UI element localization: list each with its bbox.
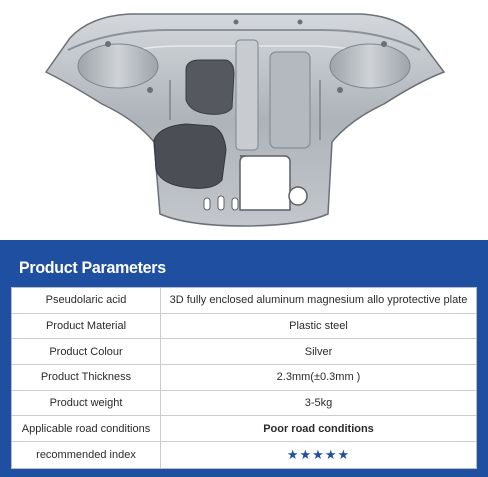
row-label: recommended index (12, 442, 161, 468)
table-row (12, 416, 476, 442)
table-row (12, 365, 476, 391)
row-value: 3-5kg (304, 397, 333, 410)
table-row (12, 314, 476, 340)
row-value: Plastic steel (289, 320, 348, 333)
row-label: Product Material (12, 314, 161, 339)
star-rating: ★★★★★ (286, 446, 351, 462)
table-row (12, 288, 476, 314)
row-label: Product weight (12, 391, 161, 416)
row-label: Product Thickness (12, 365, 161, 390)
row-label: Product Colour (12, 339, 161, 364)
row-value: Silver (304, 345, 333, 358)
panel-title: Product Parameters (19, 258, 166, 277)
row-label: Applicable road conditions (12, 416, 161, 441)
row-value: Poor road conditions (263, 422, 374, 435)
table-row (12, 339, 476, 365)
row-label: Pseudolaric acid (12, 288, 161, 313)
row-value: 2.3mm(±0.3mm ) (276, 371, 361, 384)
table-row (12, 442, 476, 468)
row-value: 3D fully enclosed aluminum magnesium allo yprotective plate (169, 294, 468, 307)
parameters-table (11, 287, 477, 469)
product-parameters-panel (0, 240, 488, 477)
table-row (12, 391, 476, 417)
